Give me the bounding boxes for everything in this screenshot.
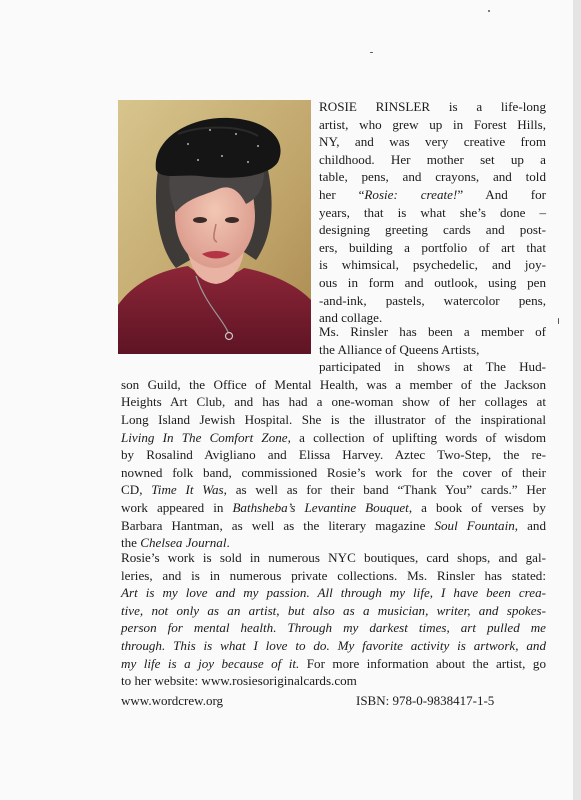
bio-line: and collage. bbox=[319, 310, 383, 326]
bio-line: CD, Time It Was, as well as for their band “Thank You” cards.” Her bbox=[121, 482, 546, 498]
bio-line: nowned folk band, commissioned Rosie’s work for the cover of their bbox=[121, 464, 546, 480]
bio-line: childhood. Her mother set up a bbox=[319, 151, 546, 167]
bio-line: participated in shows at The Hud- bbox=[319, 359, 546, 375]
bio-line: years, that is what she’s done – bbox=[319, 204, 546, 220]
publisher-url: www.wordcrew.org bbox=[121, 693, 224, 708]
bio-line: designing greeting cards and post- bbox=[319, 222, 546, 238]
bio-line: work appeared in Bathsheba’s Levantine Bouquet, a book of verses by bbox=[121, 499, 546, 515]
bio-line: person for mental health. Through my darkest times, art pulled me bbox=[121, 620, 546, 636]
bio-line: to her website: www.rosiesoriginalcards.com bbox=[121, 673, 357, 689]
bio-line: the Alliance of Queens Artists, bbox=[319, 341, 480, 357]
bio-line: NY, and was very creative from bbox=[319, 134, 546, 150]
author-photo bbox=[118, 100, 311, 354]
bio-line: son Guild, the Office of Mental Health, was a member of the Jackson bbox=[121, 376, 546, 392]
bio-line: ers, building a portfolio of art that bbox=[319, 239, 546, 255]
bio-line: Long Island Jewish Hospital. She is the illustrator of the inspirational bbox=[121, 411, 546, 427]
bio-works-paragraph bbox=[121, 549, 546, 690]
scan-speck bbox=[488, 10, 490, 12]
scan-speck bbox=[370, 52, 373, 53]
bio-line: Living In The Comfort Zone, a collection of uplifting words of wisdom bbox=[121, 429, 547, 445]
bio-line: by Rosalind Avigliano and Elissa Harvey. Aztec Two-Step, the re- bbox=[121, 447, 546, 463]
bio-line: is whimsical, psychedelic, and joy- bbox=[319, 257, 546, 273]
bio-line: her “Rosie: create!” And for bbox=[319, 186, 546, 202]
bio-line: Barbara Hantman, as well as the literary magazine Soul Fountain, and bbox=[121, 517, 547, 533]
bio-line: Heights Art Club, and has had a one-woman show of her collages at bbox=[121, 394, 546, 410]
bio-line: leries, and is in numerous private collections. Ms. Rinsler has stated: bbox=[121, 567, 546, 583]
bio-line: Rosie’s work is sold in numerous NYC boutiques, card shops, and gal- bbox=[121, 550, 546, 565]
bio-line: Ms. Rinsler has been a member of bbox=[319, 324, 546, 339]
bio-line: Art is my love and my passion. All through my life, I have been crea- bbox=[121, 585, 546, 601]
scan-edge bbox=[573, 0, 581, 800]
isbn-number: ISBN: 978-0-9838417-1-5 bbox=[356, 693, 495, 708]
bio-line: -and-ink, pastels, watercolor pens, bbox=[319, 292, 546, 308]
bio-line: the Chelsea Journal. bbox=[121, 535, 230, 551]
bio-line: artist, who grew up in Forest Hills, bbox=[319, 116, 546, 132]
bio-line: tive, not only as an artist, but also as a musician, writer, and spokes- bbox=[121, 602, 546, 618]
bio-line: through. This is what I love to do. My favorite activity is artwork, and bbox=[121, 637, 546, 653]
scan-speck bbox=[558, 318, 559, 324]
bio-career-paragraph bbox=[121, 323, 546, 552]
bio-line: my life is a joy because of it. For more information about the artist, go bbox=[121, 655, 546, 671]
bio-line: ROSIE RINSLER is a life-long bbox=[319, 99, 546, 114]
bio-line: ous in form and outlook, using pen bbox=[319, 274, 546, 290]
bio-intro-paragraph bbox=[319, 98, 546, 327]
bio-line: table, pens, and crayons, and told bbox=[319, 169, 546, 185]
